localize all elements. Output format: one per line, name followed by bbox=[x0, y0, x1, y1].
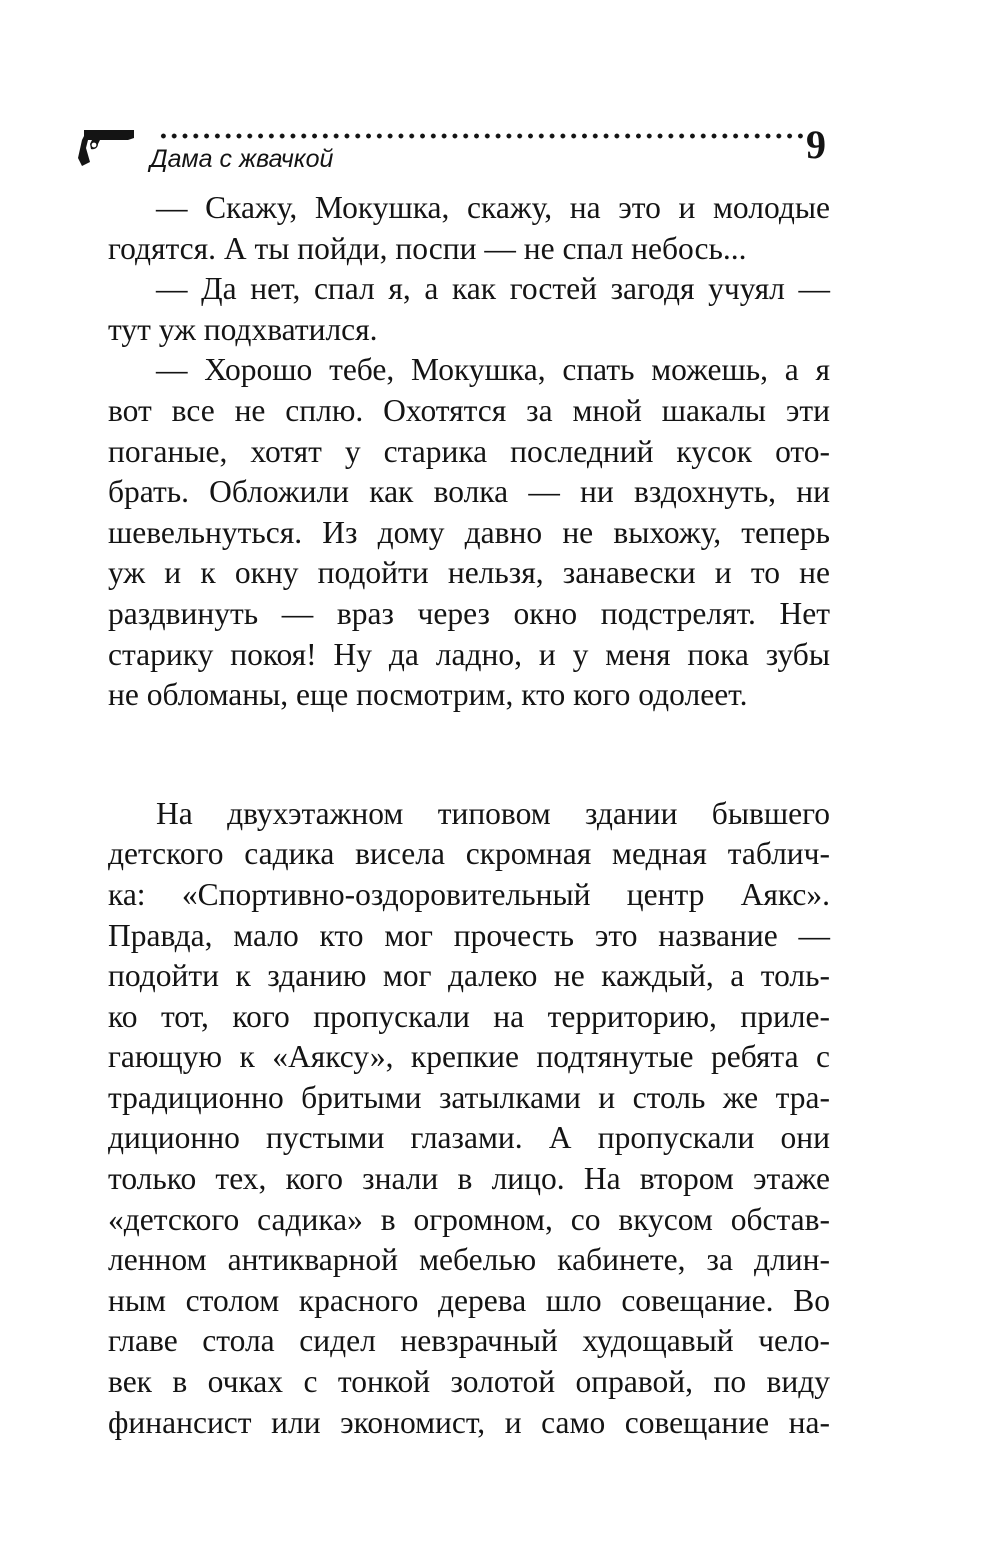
text-line: На двухэтажном типовом здании бывшего bbox=[156, 795, 830, 831]
dotted-rule bbox=[158, 132, 804, 140]
text-line: ленном антикварной мебелью кабинете, за длин- bbox=[108, 1242, 830, 1278]
body-text bbox=[108, 188, 830, 1443]
text-line: только тех, кого знали в лицо. На втором этаже bbox=[108, 1161, 830, 1197]
text-line: поганые, хотят у старика последний кусок ото- bbox=[108, 433, 830, 469]
text-line: — Скажу, Мокушка, скажу, на это и молодые bbox=[156, 190, 830, 225]
text-line: подойти к зданию мог далеко не каждый, а толь- bbox=[108, 958, 830, 994]
text-line: финансист или экономист, и само совещание на- bbox=[108, 1404, 830, 1440]
text-line: тут уж подхватился. bbox=[108, 311, 378, 347]
page-number: 9 bbox=[806, 122, 826, 167]
text-line: диционно пустыми глазами. А пропускали они bbox=[108, 1120, 830, 1156]
text-line: детского садика висела скромная медная таблич- bbox=[108, 836, 830, 872]
section-break bbox=[108, 716, 830, 794]
text-line: раздвинуть — враз через окно подстрелят. Нет bbox=[108, 595, 830, 631]
revolver-icon bbox=[78, 128, 138, 168]
text-line: брать. Обложили как волка — ни вздохнуть, ни bbox=[108, 474, 830, 510]
text-line: — Хорошо тебе, Мокушка, спать можешь, а я bbox=[156, 352, 830, 388]
text-line: годятся. А ты пойди, поспи — не спал небось... bbox=[108, 230, 747, 266]
running-head bbox=[78, 118, 838, 182]
text-line: ка: «Спортивно-оздоровительный центр Аякс». bbox=[108, 876, 830, 912]
text-line: главе стола сидел невзрачный худощавый чело- bbox=[108, 1323, 830, 1359]
text-line: Правда, мало кто мог прочесть это название — bbox=[108, 917, 830, 953]
text-line: уж и к окну подойти нельзя, занавески и то не bbox=[108, 555, 830, 591]
text-line: гающую к «Аяксу», крепкие подтянутые ребята с bbox=[108, 1039, 830, 1075]
text-line: ко тот, кого пропускали на территорию, приле- bbox=[108, 998, 830, 1034]
text-line: не обломаны, еще посмотрим, кто кого одолеет. bbox=[108, 677, 748, 713]
book-title: Дама с жвачкой bbox=[150, 145, 334, 173]
text-line: традиционно бритыми затылками и столь же тра- bbox=[108, 1079, 830, 1115]
text-line: старику покоя! Ну да ладно, и у меня пока зубы bbox=[108, 636, 830, 672]
text-line: шевельнуться. Из дому давно не выхожу, теперь bbox=[108, 514, 830, 550]
text-line: ным столом красного дерева шло совещание. Во bbox=[108, 1282, 830, 1318]
text-line: вот все не сплю. Охотятся за мной шакалы эти bbox=[108, 392, 830, 428]
text-line: век в очках с тонкой золотой оправой, по виду bbox=[108, 1364, 830, 1400]
text-line: «детского садика» в огромном, со вкусом обстав- bbox=[108, 1201, 830, 1237]
text-line: — Да нет, спал я, а как гостей загодя учуял — bbox=[156, 271, 830, 307]
